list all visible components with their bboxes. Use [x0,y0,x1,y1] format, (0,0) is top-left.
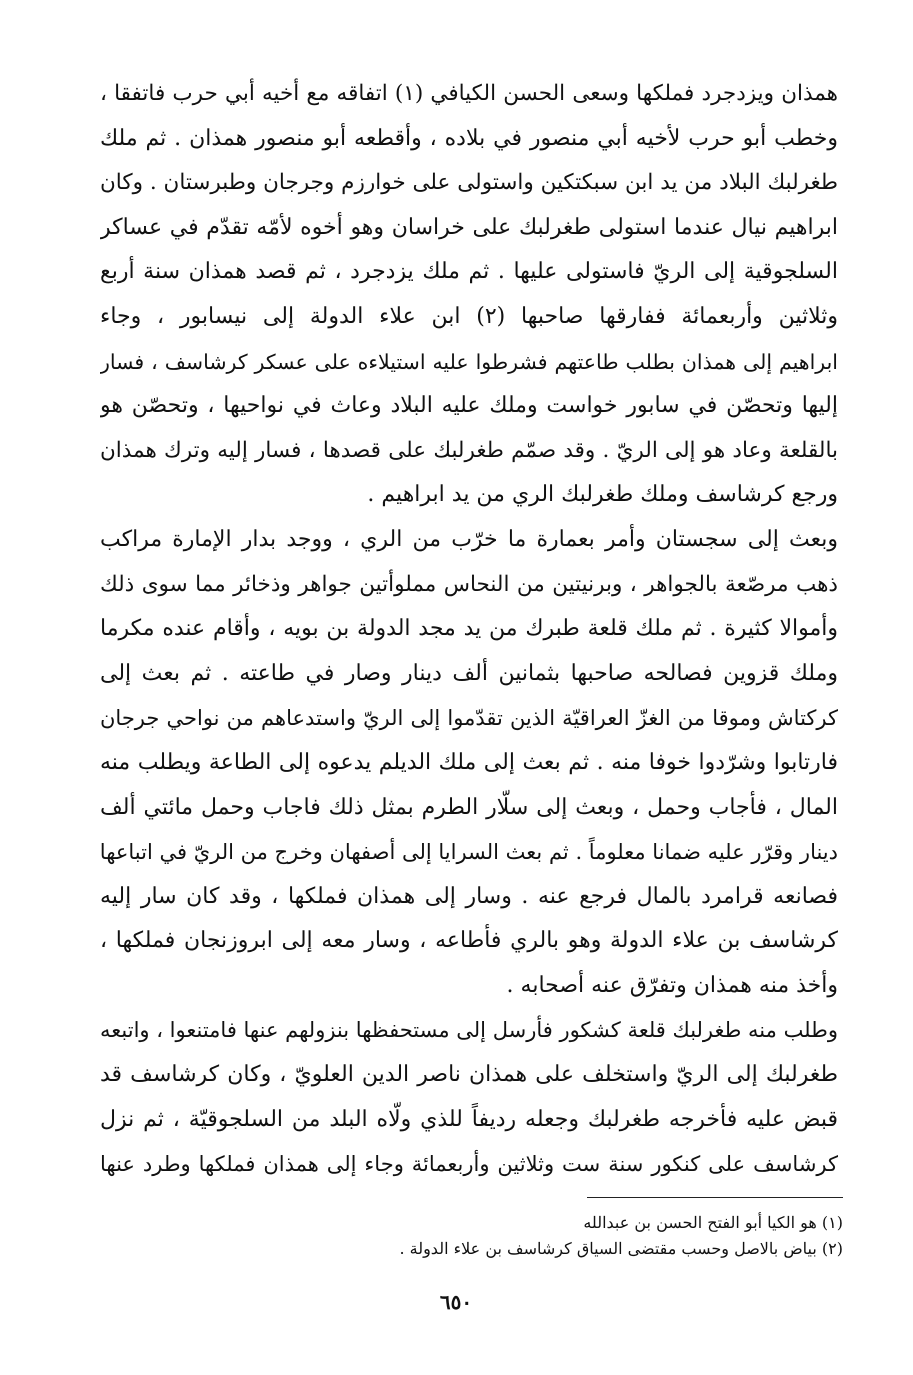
text-line: فارتابوا وشرّدوا خوفا منه . ثم بعث إلى ملك الديلم يدعوه إلى الطاعة ويطلب منه [100,749,838,775]
text-line: ابراهيم نيال عندما استولى طغرلبك على خراسان وهو أخوه لأمّه تقدّم في عساكر [100,214,838,240]
text-line: فصانعه قرامرد بالمال فرجع عنه . وسار إلى همذان فملكها ، وقد كان سار إليه [100,883,838,909]
text-line: وأخذ منه همذان وتفرّق عنه أصحابه . [506,972,838,998]
text-line: ورجع كرشاسف وملك طغرلبك الري من يد ابراهيم . [367,482,838,508]
text-line: كرشاسف بن علاء الدولة وهو بالري فأطاعه ، وسار معه إلى ابروزنجان فملكها ، [100,928,838,954]
text-line: ذهب مرصّعة بالجواهر ، وبرنيتين من النحاس مملوأتين جواهر وذخائر مما سوى ذلك [100,571,838,597]
text-line: طغرلبك البلاد من يد ابن سبكتكين واستولى على خوارزم وجرجان وطبرستان . وكان [100,170,838,196]
footnote-separator [587,1197,843,1198]
footnote-2: (٢) بياض بالاصل وحسب مقتضى السياق كرشاسف بن علاء الدولة . [399,1239,843,1258]
footnote-1: (١) هو الكيا أبو الفتح الحسن بن عبدالله [583,1213,843,1232]
text-line: ابراهيم إلى همذان بطلب طاعتهم فشرطوا عليه استيلاءه على عسكر كرشاسف ، فسار [100,349,838,374]
text-line: وخطب أبو حرب لأخيه أبي منصور في بلاده ، وأقطعه أبو منصور همذان . ثم ملك [100,125,838,151]
page-number: ٦٥٠ [439,1290,473,1314]
text-line: قبض عليه فأخرجه طغرلبك وجعله رديفاً للذي ولّاه البلد من السلجوقيّة ، ثم نزل [100,1106,838,1132]
text-line: دينار وقرّر عليه ضمانا معلوماً . ثم بعث السرايا إلى أصفهان وخرج من الريّ في اتباعها [100,840,838,865]
text-line: السلجوقية إلى الريّ فاستولى عليها . ثم ملك يزدجرد ، ثم قصد همذان سنة أربع [100,259,838,285]
text-line: وبعث إلى سجستان وأمر بعمارة ما خرّب من الري ، ووجد بدار الإمارة مراكب [100,526,838,552]
text-line: كرشاسف على كنكور سنة ست وثلاثين وأربعمائة وجاء إلى همذان فملكها وطرد عنها [100,1152,838,1177]
text-line: بالقلعة وعاد هو إلى الريّ . وقد صمّم طغرلبك على قصدها ، فسار إليه وترك همذان [100,437,838,463]
text-line: وملك قزوين فصالحه صاحبها بثمانين ألف دينار وصار في طاعته . ثم بعث إلى [100,660,838,686]
footnotes-block [300,1210,843,1262]
main-text-block [100,72,838,1187]
text-line: كركتاش وموقا من الغزّ العراقيّة الذين تقدّموا إلى الريّ واستدعاهم من نواحي جرجان [100,706,838,731]
text-line: همذان ويزدجرد فملكها وسعى الحسن الكيافي (١) اتفاقه مع أخيه أبي حرب فاتفقا ، [100,81,838,106]
text-line: وأموالا كثيرة . ثم ملك قلعة طبرك من يد مجد الدولة بن بويه ، وأقام عنده مكرما [100,616,838,642]
text-line: إليها وتحصّن في سابور خواست وملك عليه البلاد وعاث في نواحيها ، وتحصّن هو [100,393,838,419]
text-line: وطلب منه طغرلبك قلعة كشكور فأرسل إلى مستحفظها بنزولهم عنها فامتنعوا ، واتبعه [100,1018,838,1043]
text-line: طغرلبك إلى الريّ واستخلف على همذان ناصر الدين العلويّ ، وكان كرشاسف قد [100,1062,838,1088]
text-line: المال ، فأجاب وحمل ، وبعث إلى سلّار الطرم بمثل ذلك فاجاب وحمل مائتي ألف [100,794,838,820]
text-line: وثلاثين وأربعمائة ففارقها صاحبها (٢) ابن علاء الدولة إلى نيسابور ، وجاء [100,303,838,329]
